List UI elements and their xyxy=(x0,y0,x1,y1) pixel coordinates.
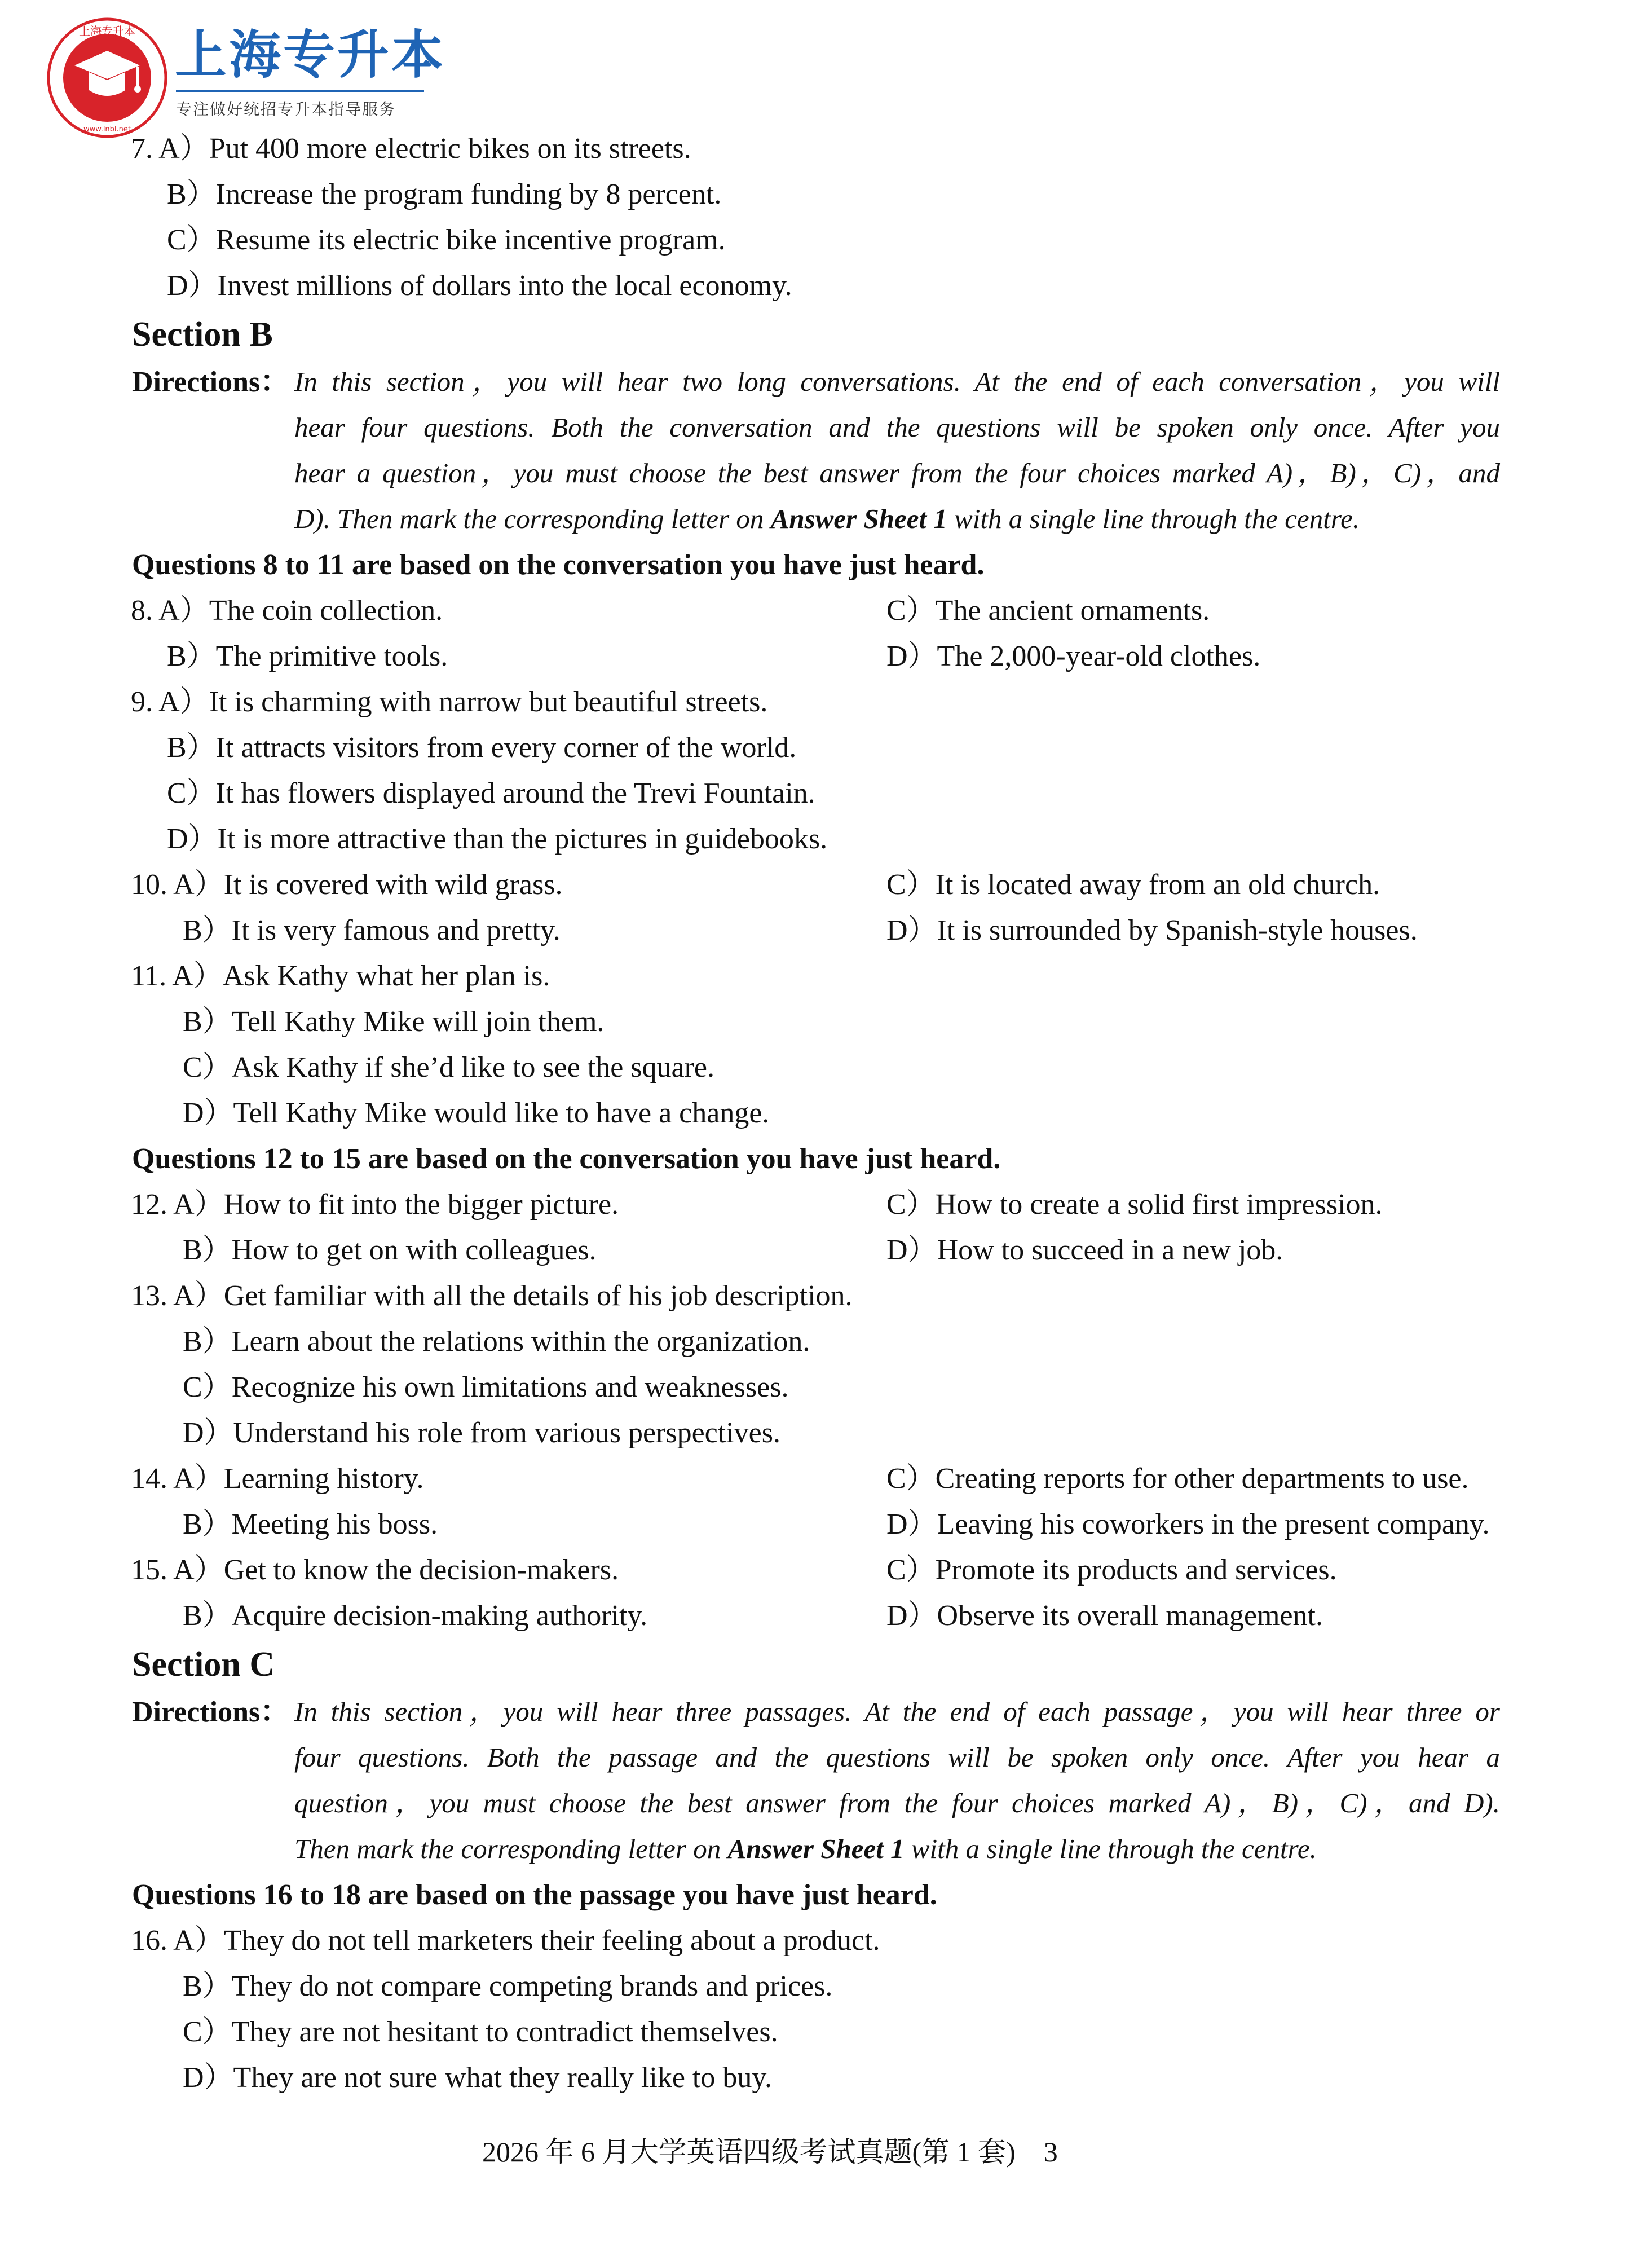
logo-emblem xyxy=(45,16,169,140)
question-8-option-c: C）The ancient ornaments. xyxy=(886,594,1210,627)
directions-text: with a single line through the centre. xyxy=(947,503,1360,534)
question-7-option-b: B）Increase the program funding by 8 percent. xyxy=(167,178,722,210)
question-9-option-d: D）It is more attractive than the pictures in guidebooks. xyxy=(167,823,828,855)
logo-ring-text: 上海专升本 xyxy=(79,24,135,38)
question-7-option-d: D）Invest millions of dollars into the local economy. xyxy=(167,270,792,302)
question-13-option-c: C）Recognize his own limitations and weaknesses. xyxy=(183,1371,789,1403)
answer-sheet-ref: Answer Sheet 1 xyxy=(727,1833,905,1864)
directions-text: D). Then mark the corresponding letter on xyxy=(294,503,771,534)
question-14-option-c: C）Creating reports for other departments to use. xyxy=(886,1463,1469,1495)
question-number: 9. xyxy=(131,686,153,718)
question-number: 16. xyxy=(131,1925,167,1957)
question-12-option-b: B）How to get on with colleagues. xyxy=(183,1234,597,1266)
section-c-directions-line-4 xyxy=(294,1835,1500,1862)
question-11-option-d: D）Tell Kathy Mike would like to have a change. xyxy=(183,1097,770,1129)
section-c-directions-line-2: four questions. Both the passage and the questions will be spoken only once. After you hear a xyxy=(294,1742,1500,1773)
question-group-8-11-heading: Questions 8 to 11 are based on the conversation you have just heard. xyxy=(132,549,985,581)
directions-text: Then mark the corresponding letter on xyxy=(294,1833,728,1864)
question-10-option-b: B）It is very famous and pretty. xyxy=(183,914,561,946)
question-15-option-d: D）Observe its overall management. xyxy=(886,1600,1323,1632)
option-text: A）Ask Kathy what her plan is. xyxy=(172,960,550,992)
question-8-option-b: B）The primitive tools. xyxy=(167,640,448,672)
option-text: A）Get familiar with all the details of his job description. xyxy=(173,1280,853,1312)
question-7-option-c: C）Resume its electric bike incentive program. xyxy=(167,224,726,256)
option-text: A）Learning history. xyxy=(173,1463,424,1495)
question-number: 11. xyxy=(131,960,167,992)
option-text: A）It is covered with wild grass. xyxy=(173,869,563,901)
answer-sheet-ref: Answer Sheet 1 xyxy=(770,503,947,534)
question-15-option-b: B）Acquire decision-making authority. xyxy=(183,1600,648,1632)
question-number: 8. xyxy=(131,594,153,627)
question-13-option-d: D）Understand his role from various perspectives. xyxy=(183,1417,780,1449)
question-9-option-a xyxy=(131,688,767,717)
option-text: A）Get to know the decision-makers. xyxy=(173,1554,619,1586)
question-number: 10. xyxy=(131,869,167,901)
question-14-option-b: B）Meeting his boss. xyxy=(183,1508,438,1540)
directions-text: with a single line through the centre. xyxy=(904,1833,1317,1864)
section-c-title: Section C xyxy=(132,1645,275,1684)
section-c-directions-label: Directions： xyxy=(132,1696,290,1728)
section-b-directions-line-2: hear four questions. Both the conversation and the questions will be spoken only once. After you xyxy=(294,412,1500,443)
question-15-option-a xyxy=(131,1556,619,1585)
question-number: 7. xyxy=(131,133,153,165)
question-13-option-a xyxy=(131,1281,853,1311)
question-number: 15. xyxy=(131,1554,167,1586)
question-14-option-a xyxy=(131,1464,423,1494)
question-12-option-a xyxy=(131,1190,619,1219)
question-16-option-b: B）They do not compare competing brands and prices. xyxy=(183,1970,833,2002)
section-b-directions-line-4 xyxy=(294,505,1500,532)
question-15-option-c: C）Promote its products and services. xyxy=(886,1554,1337,1586)
question-9-option-b: B）It attracts visitors from every corner of the world. xyxy=(167,732,797,764)
question-10-option-d: D）It is surrounded by Spanish-style houses. xyxy=(886,914,1418,946)
option-text: A）Put 400 more electric bikes on its streets. xyxy=(158,133,691,165)
section-b-directions-line-3: hear a question，you must choose the best answer from the four choices marked A)，B)，C)，and xyxy=(294,457,1500,488)
question-16-option-d: D）They are not sure what they really like to buy. xyxy=(183,2062,772,2094)
question-number: 12. xyxy=(131,1188,167,1221)
section-b-title: Section B xyxy=(132,315,273,354)
question-7-option-a xyxy=(131,134,691,164)
section-b-directions-label: Directions： xyxy=(132,366,290,398)
question-16-option-c: C）They are not hesitant to contradict themselves. xyxy=(183,2016,778,2048)
brand-subtitle: 专注做好统招专升本指导服务 xyxy=(176,100,396,118)
option-text: A）The coin collection. xyxy=(158,594,443,627)
question-14-option-d: D）Leaving his coworkers in the present company. xyxy=(886,1508,1490,1540)
question-11-option-a xyxy=(131,962,550,991)
option-text: A）It is charming with narrow but beautiful streets. xyxy=(158,686,768,718)
brand-divider xyxy=(176,90,424,92)
brand-title: 上海专升本 xyxy=(175,25,446,85)
question-group-12-15-heading: Questions 12 to 15 are based on the conversation you have just heard. xyxy=(132,1143,1001,1175)
section-c-directions-line-1: In this section，you will hear three passages. At the end of each passage，you will hear three or xyxy=(294,1696,1500,1727)
question-10-option-a xyxy=(131,870,562,900)
option-text: A）How to fit into the bigger picture. xyxy=(173,1188,619,1221)
question-10-option-c: C）It is located away from an old church. xyxy=(886,869,1380,901)
question-number: 13. xyxy=(131,1280,167,1312)
logo-url-text: www.lnbl.net xyxy=(83,125,131,134)
question-9-option-c: C）It has flowers displayed around the Trevi Fountain. xyxy=(167,777,815,809)
question-11-option-b: B）Tell Kathy Mike will join them. xyxy=(183,1006,605,1038)
question-12-option-c: C）How to create a solid first impression. xyxy=(886,1188,1383,1221)
question-12-option-d: D）How to succeed in a new job. xyxy=(886,1234,1283,1266)
question-16-option-a xyxy=(131,1926,880,1956)
question-8-option-d: D）The 2,000-year-old clothes. xyxy=(886,640,1261,672)
question-13-option-b: B）Learn about the relations within the organization. xyxy=(183,1325,810,1358)
question-number: 14. xyxy=(131,1463,167,1495)
question-group-16-18-heading: Questions 16 to 18 are based on the passage you have just heard. xyxy=(132,1879,937,1911)
page-footer: 2026 年 6 月大学英语四级考试真题(第 1 套) 3 xyxy=(482,2136,1058,2168)
question-11-option-c: C）Ask Kathy if she’d like to see the square. xyxy=(183,1051,715,1084)
question-8-option-a xyxy=(131,596,443,626)
section-b-directions-line-1: In this section，you will hear two long conversations. At the end of each conversation，you will xyxy=(294,366,1500,397)
option-text: A）They do not tell marketers their feeling about a product. xyxy=(173,1925,880,1957)
section-c-directions-line-3: question，you must choose the best answer from the four choices marked A)，B)，C)，and D). xyxy=(294,1787,1500,1818)
